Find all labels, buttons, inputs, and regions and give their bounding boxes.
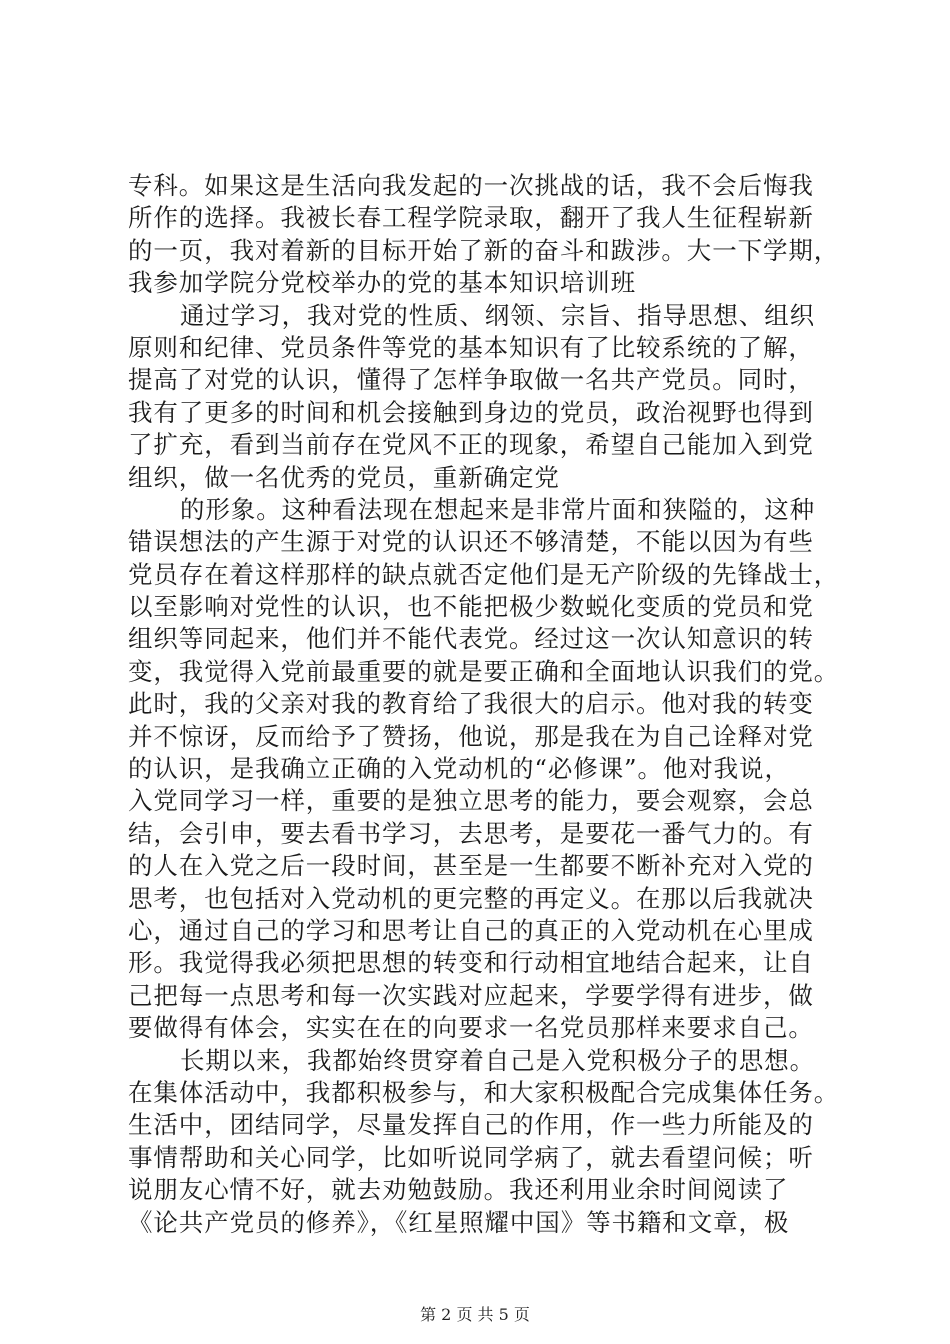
text-line: 原则和纪律、党员条件等党的基本知识有了比较系统的了解， <box>128 332 814 362</box>
text-line: 己把每一点思考和每一次实践对应起来，学要学得有进步，做 <box>128 980 814 1010</box>
text-line: 组织等同起来，他们并不能代表党。经过这一次认知意识的转 <box>128 624 814 654</box>
text-line: 我参加学院分党校举办的党的基本知识培训班 <box>128 268 636 298</box>
text-line: 心，通过自己的学习和思考让自己的真正的入党动机在心里成 <box>128 915 814 945</box>
text-line: 长期以来，我都始终贯穿着自己是入党积极分子的思想。 <box>180 1045 815 1075</box>
text-line: 我有了更多的时间和机会接触到身边的党员，政治视野也得到 <box>128 397 814 427</box>
text-line: 变，我觉得入党前最重要的就是要正确和全面地认识我们的党。 <box>128 656 840 686</box>
text-line: 生活中，团结同学，尽量发挥自己的作用，作一些力所能及的 <box>128 1110 814 1140</box>
text-line: 结，会引申，要去看书学习，去思考，是要花一番气力的。有 <box>128 818 814 848</box>
text-line: 的认识，是我确立正确的入党动机的“必修课”。他对我说， <box>128 754 790 784</box>
text-line: 所作的选择。我被长春工程学院录取，翻开了我人生征程崭新 <box>128 203 814 233</box>
text-line: 说朋友心情不好，就去劝勉鼓励。我还利用业余时间阅读了 <box>128 1175 789 1205</box>
text-line: 形。我觉得我必须把思想的转变和行动相宜地结合起来，让自 <box>128 948 814 978</box>
text-line: 并不惊讶，反而给予了赞扬，他说，那是我在为自己诠释对党 <box>128 721 814 751</box>
text-line: 入党同学习一样，重要的是独立思考的能力，要会观察，会总 <box>128 786 814 816</box>
text-line: 在集体活动中，我都积极参与，和大家积极配合完成集体任务。 <box>128 1077 840 1107</box>
text-line: 了扩充，看到当前存在党风不正的现象，希望自己能加入到党 <box>128 430 814 460</box>
text-line: 党员存在着这样那样的缺点就否定他们是无产阶级的先锋战士， <box>128 559 840 589</box>
text-line: 《论共产党员的修养》，《红星照耀中国》等书籍和文章，极 <box>128 1207 790 1237</box>
text-line: 思考，也包括对入党动机的更完整的再定义。在那以后我就决 <box>128 883 814 913</box>
text-line: 的形象。这种看法现在想起来是非常片面和狭隘的，这种 <box>180 494 815 524</box>
text-line: 专科。如果这是生活向我发起的一次挑战的话，我不会后悔我 <box>128 171 814 200</box>
text-line: 错误想法的产生源于对党的认识还不够清楚，不能以因为有些 <box>128 527 814 557</box>
text-line: 组织，做一名优秀的党员，重新确定党 <box>128 462 560 492</box>
body-text <box>128 170 840 1239</box>
text-line: 的一页，我对着新的目标开始了新的奋斗和跋涉。大一下学期， <box>128 235 840 265</box>
page-footer: 第 2 页 共 5 页 <box>420 1305 530 1324</box>
text-line: 以至影响对党性的认识，也不能把极少数蜕化变质的党员和党 <box>128 592 814 622</box>
text-line: 的人在入党之后一段时间，甚至是一生都要不断补充对入党的 <box>128 851 814 881</box>
text-line: 事情帮助和关心同学，比如听说同学病了，就去看望问候；听 <box>128 1142 814 1172</box>
text-line: 此时，我的父亲对我的教育给了我很大的启示。他对我的转变 <box>128 689 814 719</box>
text-line: 提高了对党的认识，懂得了怎样争取做一名共产党员。同时， <box>128 365 814 395</box>
text-line: 通过学习，我对党的性质、纲领、宗旨、指导思想、组织 <box>180 300 815 330</box>
text-line: 要做得有体会，实实在在的向要求一名党员那样来要求自己。 <box>128 1013 814 1043</box>
